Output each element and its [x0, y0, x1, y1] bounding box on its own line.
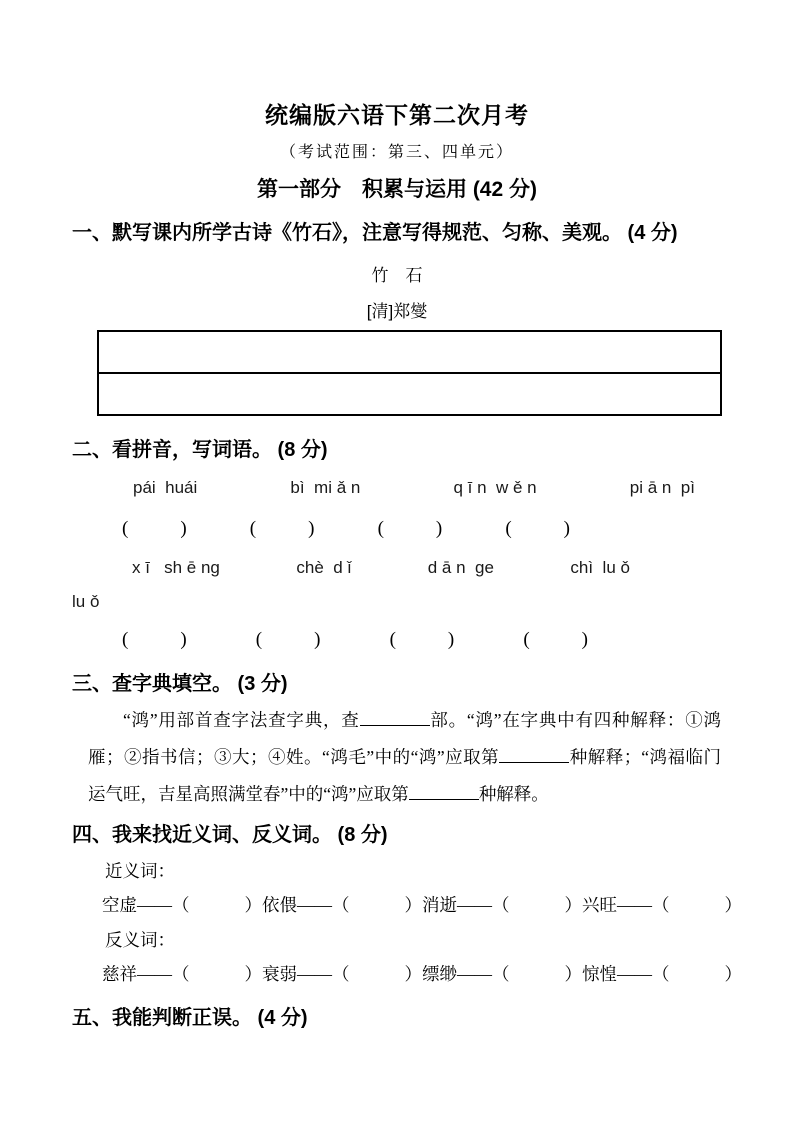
antonyms-label: 反义词：: [105, 930, 175, 950]
word: 衰弱: [262, 964, 297, 984]
word-pair-item: [582, 961, 742, 986]
question-1-heading: 一、默写课内所学古诗《竹石》，注意写得规范、匀称、美观。 (4 分): [72, 222, 678, 244]
paren-close: ): [180, 518, 187, 539]
answer-paren-row-2: [122, 629, 588, 651]
synonyms-row: [102, 892, 742, 917]
poem-answer-row-2[interactable]: [99, 372, 720, 414]
part-one-heading: 第一部分 积累与运用 (42 分): [256, 178, 537, 201]
answer-paren-pair[interactable]: [378, 518, 443, 540]
dash: ——: [137, 895, 172, 915]
word-pair-item: [102, 892, 262, 917]
answer-blank[interactable]: [409, 797, 479, 800]
word: 慈祥: [102, 964, 137, 984]
word-pair-item: [262, 892, 422, 917]
question-3-heading: 三、查字典填空。 (3 分): [72, 673, 288, 695]
paragraph-text: 种解释。: [478, 784, 549, 804]
pinyin-row-1: [133, 478, 695, 498]
answer-paren-pair[interactable]: [122, 629, 187, 651]
dash: ——: [137, 964, 172, 984]
answer-paren-pair[interactable]: [250, 518, 315, 540]
question-5-heading: 五、我能判断正误。 (4 分): [72, 1007, 308, 1029]
word-pair-item: [422, 892, 582, 917]
pinyin-word: x ī sh ē ng: [132, 558, 220, 577]
word: 依偎: [262, 895, 297, 915]
paren-open: （: [652, 895, 670, 915]
paren-open: （: [332, 964, 350, 984]
paragraph-text: 部。“鸿”在字典中有四种解释：①鸿雁；②指书信；③大；④姓。“鸿毛”中的“鸿”应取第: [88, 710, 721, 767]
paren-open: (: [505, 518, 512, 539]
pinyin-word: d ā n ge: [427, 558, 494, 577]
answer-blank[interactable]: [360, 723, 430, 726]
paren-close: ）: [404, 895, 422, 915]
paren-close: ）: [724, 964, 742, 984]
paren-close: ): [581, 629, 588, 650]
dash: ——: [297, 964, 332, 984]
question-4-heading: 四、我来找近义词、反义词。 (8 分): [72, 824, 388, 846]
answer-paren-pair[interactable]: [505, 518, 570, 540]
paren-close: ): [435, 518, 443, 539]
synonyms-label: 近义词：: [105, 861, 175, 881]
paren-close: ）: [404, 964, 422, 984]
answer-paren-pair[interactable]: [122, 518, 187, 540]
answer-paren-pair[interactable]: [256, 629, 321, 651]
poem-title: 竹 石: [371, 266, 423, 285]
word: 兴旺: [582, 895, 617, 915]
pinyin-word: chè d ǐ: [296, 558, 352, 577]
word-pair-item: [582, 892, 742, 917]
word-pair-item: [102, 961, 262, 986]
pinyin-word: chì lu ǒ: [570, 558, 630, 577]
paren-close: ）: [724, 895, 742, 915]
dash: ——: [617, 964, 652, 984]
paragraph-text: “鸿”用部首查字法查字典，查: [123, 710, 360, 730]
word: 惊惶: [582, 964, 617, 984]
paren-open: (: [122, 629, 129, 650]
pinyin-word: pi ā n pì: [629, 478, 695, 497]
dash: ——: [457, 895, 492, 915]
word-pair-item: [262, 961, 422, 986]
paren-close: ): [314, 629, 321, 650]
pinyin-word: q ī n w ě n: [453, 478, 537, 497]
page-title: 统编版六语下第二次月考: [265, 102, 529, 128]
paren-open: (: [249, 518, 257, 539]
poem-answer-grid: [97, 330, 722, 416]
paren-close: ）: [244, 895, 262, 915]
paren-open: (: [377, 518, 384, 539]
question-2-heading: 二、看拼音，写词语。 (8 分): [72, 439, 328, 461]
poem-answer-row-1[interactable]: [99, 332, 720, 372]
answer-blank[interactable]: [499, 760, 569, 763]
pinyin-word: pái huái: [133, 478, 198, 497]
paren-open: (: [523, 629, 530, 650]
answer-paren-row-1: [122, 518, 570, 540]
paragraph-text: 种解释；“鸿福临门运气旺，吉星高照满堂春”中的“鸿”应取第: [88, 747, 721, 804]
pinyin-row-2: [132, 558, 630, 578]
paren-open: （: [492, 895, 510, 915]
exam-scope-subtitle: （考试范围：第三、四单元）: [279, 144, 514, 161]
paren-close: ): [308, 518, 315, 539]
dash: ——: [617, 895, 652, 915]
dash: ——: [297, 895, 332, 915]
word: 消逝: [422, 895, 457, 915]
paren-close: ): [180, 629, 187, 650]
paren-open: （: [172, 964, 190, 984]
paren-close: ）: [564, 964, 582, 984]
paren-open: （: [172, 895, 190, 915]
paren-close: ): [563, 518, 570, 539]
answer-paren-pair[interactable]: [390, 629, 455, 651]
word: 空虚: [102, 895, 137, 915]
paren-open: (: [389, 629, 396, 650]
question-3-paragraph: [88, 702, 721, 813]
antonyms-row: [102, 961, 742, 986]
paren-close: ): [447, 629, 455, 650]
poem-author: [清]郑燮: [366, 302, 428, 321]
paren-open: （: [652, 964, 670, 984]
paren-close: ）: [244, 964, 262, 984]
paren-open: (: [122, 518, 129, 539]
pinyin-word: bì mi ǎ n: [290, 478, 361, 497]
dash: ——: [457, 964, 492, 984]
answer-paren-pair[interactable]: [523, 629, 588, 651]
paren-open: （: [332, 895, 350, 915]
word: 缥缈: [422, 964, 457, 984]
paren-open: （: [492, 964, 510, 984]
word-pair-item: [422, 961, 582, 986]
pinyin-wrapped-syllable: lu ǒ: [72, 592, 100, 611]
paren-open: (: [255, 629, 263, 650]
paren-close: ）: [564, 895, 582, 915]
